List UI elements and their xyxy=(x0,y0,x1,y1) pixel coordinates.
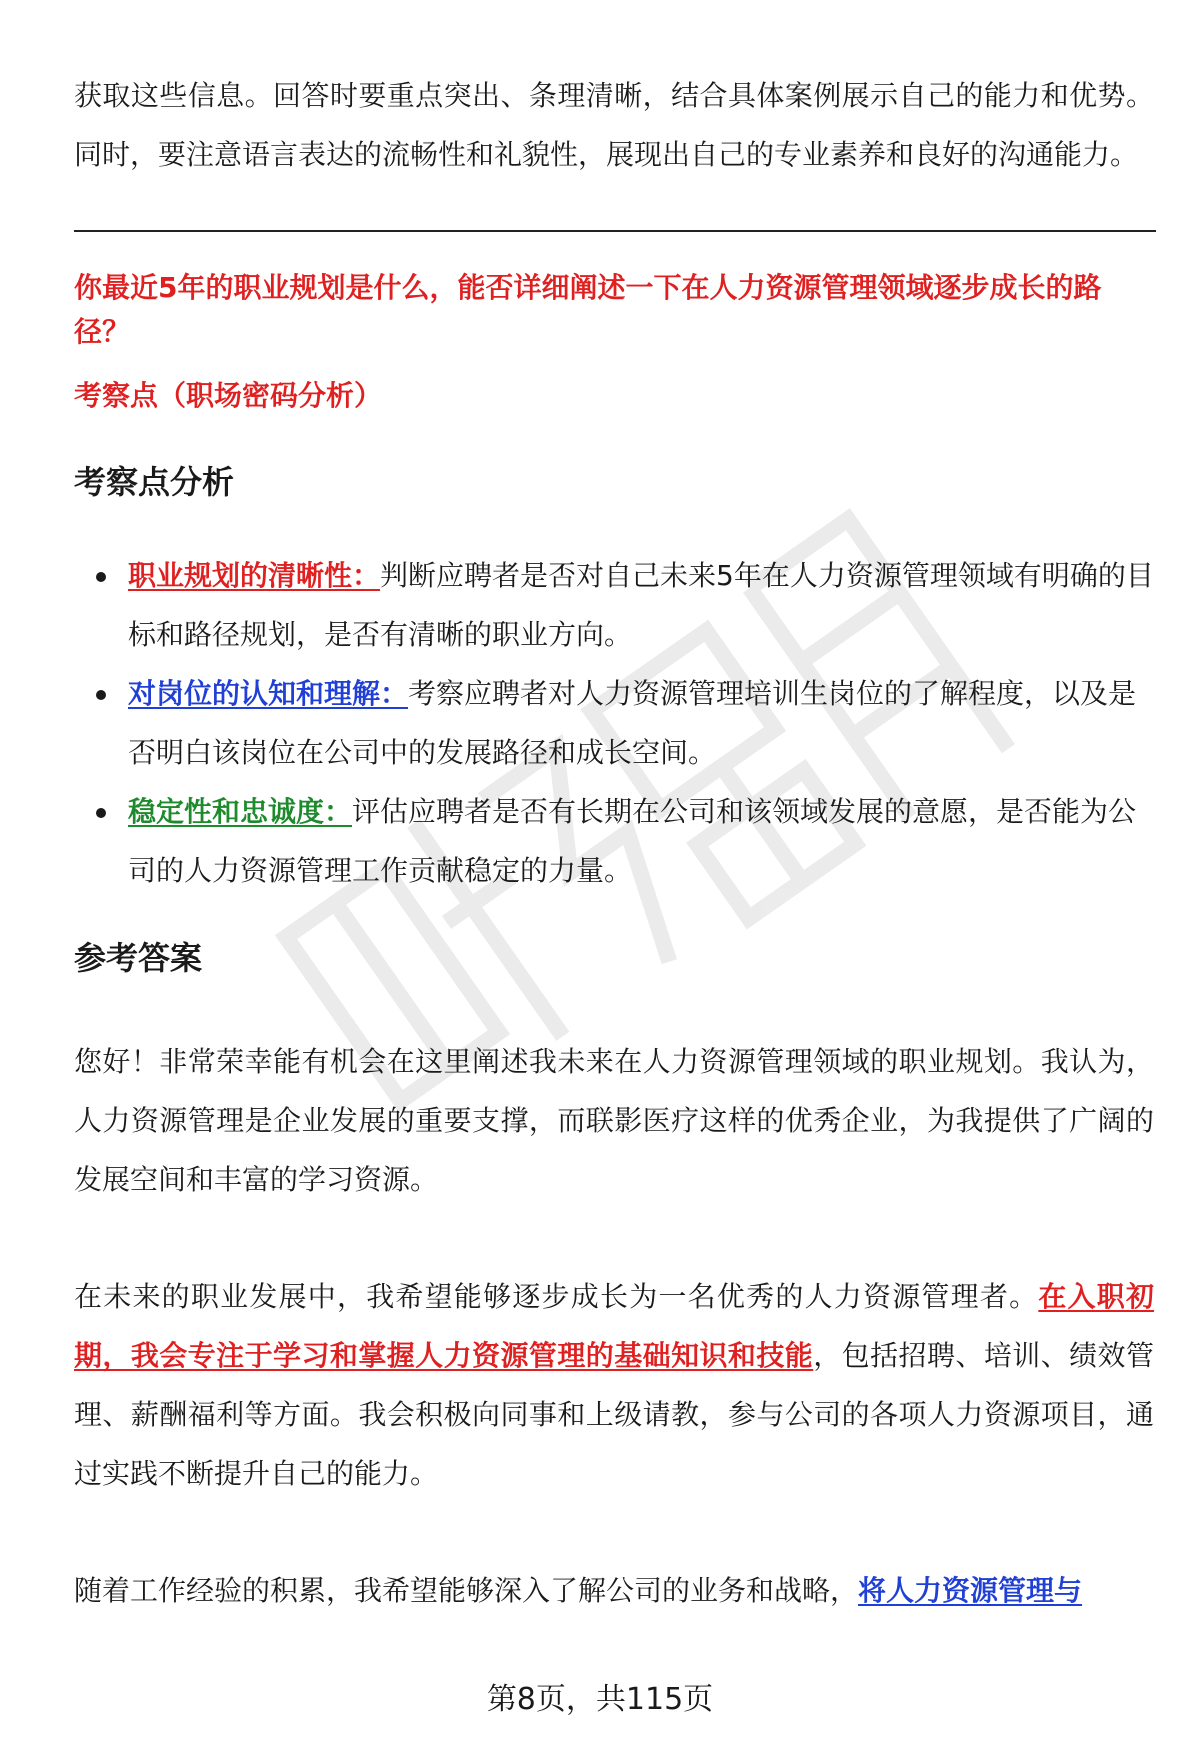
bullet-icon xyxy=(96,808,106,818)
section-subheading: 考察点（职场密码分析） xyxy=(74,379,383,412)
analysis-list xyxy=(74,546,1154,900)
analysis-text: 考察应聘者对人力资源管理培训生岗位的了解程度，以及是否明白该岗位在公司中的发展路径和成长空间。 xyxy=(128,677,1137,769)
answer-heading: 参考答案 xyxy=(74,939,203,977)
analysis-heading: 考察点分析 xyxy=(74,463,235,501)
bullet-icon xyxy=(96,690,106,700)
answer-paragraph xyxy=(74,1267,1154,1503)
analysis-keyword: 职业规划的清晰性： xyxy=(128,559,381,592)
answer-text: 在未来的职业发展中，我希望能够逐步成长为一名优秀的人力资源管理者。 xyxy=(74,1280,1039,1313)
answer-highlight: 在入职初期，我会专注于学习和掌握人力资源管理的基础知识和技能 xyxy=(74,1280,1154,1372)
answer-paragraph: 您好！非常荣幸能有机会在这里阐述我未来在人力资源管理领域的职业规划。我认为，人力资源管理是企业发展的重要支撑，而联影医疗这样的优秀企业，为我提供了广阔的发展空间和丰富的学习资源。 xyxy=(74,1045,1154,1196)
analysis-point xyxy=(74,546,1154,664)
analysis-point xyxy=(74,782,1154,900)
answer-paragraph xyxy=(74,1561,1154,1620)
answer-body xyxy=(74,1032,1154,1620)
section-divider xyxy=(74,230,1156,232)
analysis-text: 判断应聘者是否对自己未来5年在人力资源管理领域有明确的目标和路径规划，是否有清晰的职业方向。 xyxy=(128,559,1154,651)
document-content xyxy=(74,66,1154,1678)
answer-text: ，包括招聘、培训、绩效管理、薪酬福利等方面。我会积极向同事和上级请教，参与公司的各项人力资源项目，通过实践不断提升自己的能力。 xyxy=(74,1339,1154,1490)
intro-paragraph: 获取这些信息。回答时要重点突出、条理清晰，结合具体案例展示自己的能力和优势。同时，要注意语言表达的流畅性和礼貌性，展现出自己的专业素养和良好的沟通能力。 xyxy=(74,79,1154,171)
page-number: 第8页，共115页 xyxy=(486,1682,714,1717)
analysis-point xyxy=(74,664,1154,782)
analysis-keyword: 稳定性和忠诚度： xyxy=(128,795,353,828)
analysis-text: 评估应聘者是否有长期在公司和该领域发展的意愿，是否能为公司的人力资源管理工作贡献稳定的力量。 xyxy=(128,795,1137,887)
bullet-icon xyxy=(96,572,106,582)
answer-highlight: 将人力资源管理与 xyxy=(858,1574,1083,1607)
analysis-keyword: 对岗位的认知和理解： xyxy=(128,677,409,710)
answer-text: 随着工作经验的积累，我希望能够深入了解公司的业务和战略， xyxy=(74,1574,859,1607)
question-title: 你最近5年的职业规划是什么，能否详细阐述一下在人力资源管理领域逐步成长的路径？ xyxy=(74,271,1102,348)
